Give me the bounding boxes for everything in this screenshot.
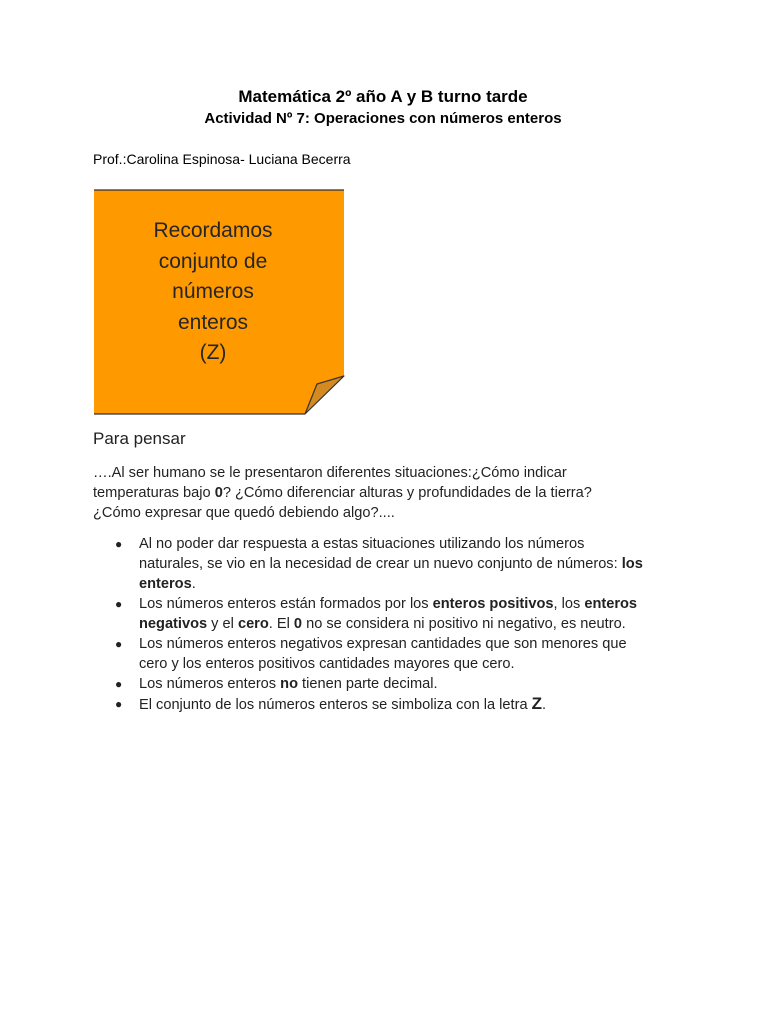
item-line [139,674,693,694]
item-line: Los números enteros negativos expresan cantidades que son menores que [139,636,627,652]
intro-line: ¿Cómo expresar que quedó debiendo algo?.... [93,505,395,521]
item-text: naturales, se vio en la necesidad de crear un nuevo conjunto de números: [139,556,622,572]
item-bold: enteros [584,596,638,612]
item-text: Los números enteros [139,676,281,692]
list-item [93,534,693,594]
sticky-note-text [93,216,333,369]
activity-subtitle: Actividad Nº 7: Operaciones con números enteros [204,110,562,127]
note-line: enteros [177,310,249,334]
list-item [93,674,693,694]
item-text: Los números enteros están formados por los [139,596,433,612]
item-text: y el [207,616,238,632]
item-line [139,594,693,614]
item-text: , los [553,596,585,612]
item-line [139,554,693,574]
section-heading: Para pensar [93,429,186,448]
intro-paragraph [93,463,653,523]
item-text: tienen parte decimal. [298,676,438,692]
item-line: cero y los enteros positivos cantidades mayores que cero. [139,656,515,672]
bullet-marker: ● [115,597,123,611]
intro-text: temperaturas bajo [93,485,215,501]
intro-line: ….Al ser humano se le presentaron diferentes situaciones:¿Cómo indicar [93,465,567,481]
item-bold: 0 [293,616,303,632]
note-line: (Z) [199,341,227,364]
list-item [93,634,693,674]
note-line: conjunto de [158,249,268,273]
bullet-marker: ● [115,697,123,711]
intro-line [93,483,653,503]
item-bold: no [280,676,298,692]
item-bold: los [621,556,643,572]
intro-text: ? ¿Cómo diferenciar alturas y profundidades de la tierra? [222,485,592,501]
item-line [139,614,693,634]
item-text: El conjunto de los números enteros se simboliza con la letra [139,697,532,713]
bullet-list [93,534,693,715]
item-bold: enteros [139,576,192,592]
item-bold: negativos [139,616,208,632]
letter-z-symbol: Z [531,694,543,713]
list-item [93,694,693,715]
document-title: Matemática 2º año A y B turno tarde [238,87,528,106]
item-line [139,574,693,594]
list-item [93,594,693,634]
professors-line: Prof.:Carolina Espinosa- Luciana Becerra [93,151,351,167]
item-line [139,694,693,715]
item-text: . [542,697,547,713]
note-line: Recordamos [153,219,273,242]
bullet-marker: ● [115,637,123,651]
intro-bold-zero: 0 [214,485,223,501]
note-line: números [172,280,254,303]
item-text: . [191,576,196,592]
bullet-marker: ● [115,677,123,691]
bullet-marker: ● [115,537,123,551]
item-text: . El [268,616,294,632]
item-line: Al no poder dar respuesta a estas situaciones utilizando los números [139,536,585,552]
sticky-note [93,188,345,415]
item-bold: enteros positivos [432,596,554,612]
item-bold: cero [237,616,269,632]
item-text: no se considera ni positivo ni negativo, es neutro. [302,616,626,632]
